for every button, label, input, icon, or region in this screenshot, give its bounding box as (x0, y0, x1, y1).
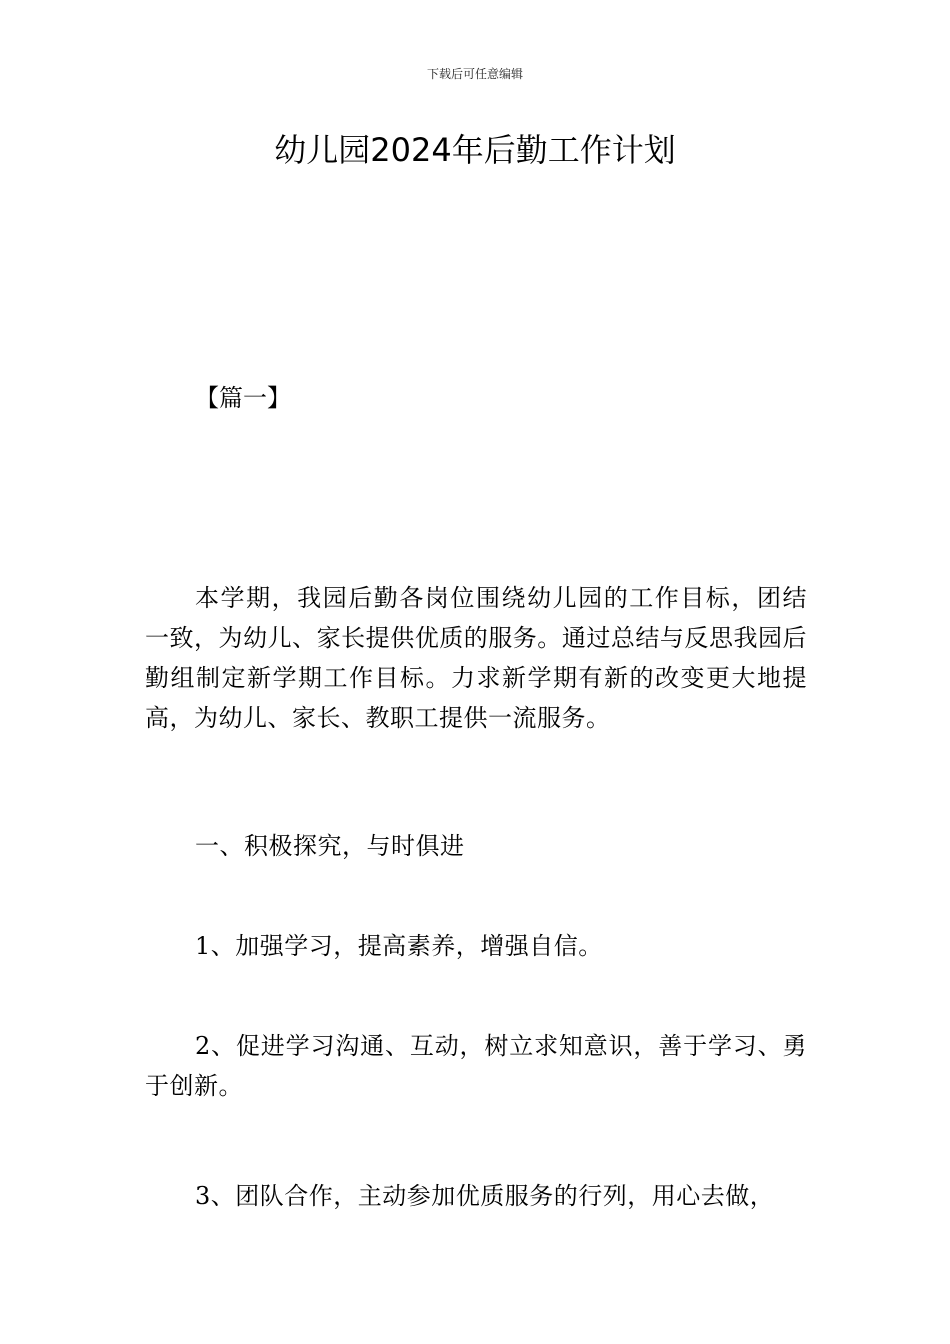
paragraph-item-1: 1、加强学习，提高素养，增强自信。 (195, 932, 603, 960)
header-note: 下载后可任意编辑 (426, 67, 523, 81)
section-mark: 【篇一】 (195, 384, 291, 412)
paragraph-item-3: 3、团队合作，主动参加优质服务的行列，用心去做， (195, 1182, 775, 1210)
paragraph-intro: 本学期，我园后勤各岗位围绕幼儿园的工作目标，团结一致，为幼儿、家长提供优质的服务。通过总结与反思我园后勤组制定新学期工作目标。力求新学期有新的改变更大地提高，为幼儿、家长、教职工提供一流服务。 (145, 584, 807, 732)
paragraph-item-2: 2、促进学习沟通、互动，树立求知意识，善于学习、勇于创新。 (145, 1032, 807, 1100)
document-title: 幼儿园2024年后勤工作计划 (274, 131, 676, 169)
paragraph-heading-1: 一、积极探究，与时俱进 (195, 832, 465, 860)
